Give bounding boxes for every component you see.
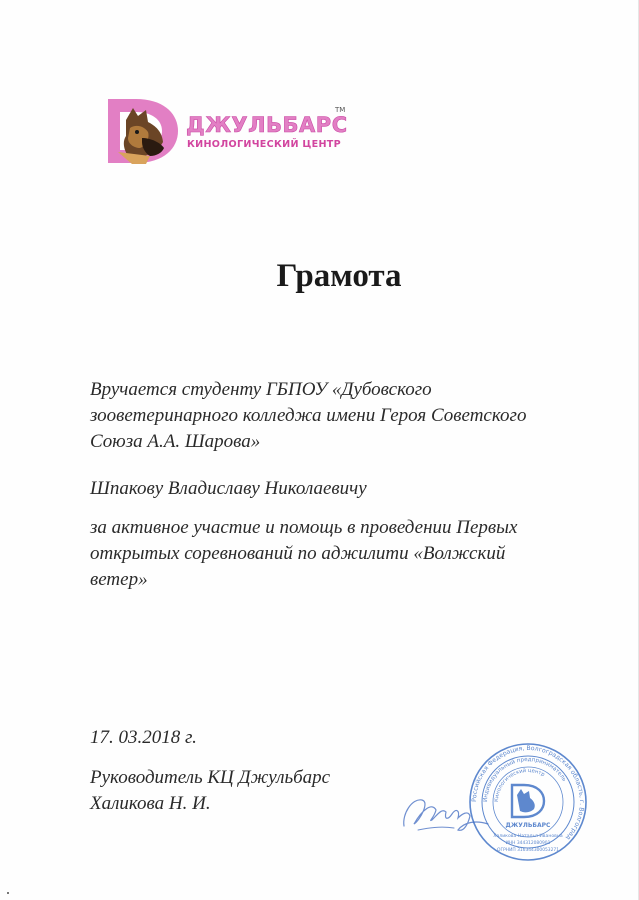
dzhulbars-logo: [106, 98, 356, 164]
award-text: [90, 377, 600, 455]
award-reason-line: за активное участие и помощь в проведении Первых: [90, 517, 518, 538]
stamp-inner-text: Индивидуальный предприниматель: [482, 756, 568, 803]
stamp-owner: Халикова Наталья Ивановна: [493, 834, 563, 839]
official-stamp: [464, 743, 592, 861]
award-reason-line: открытых соревнований по аджилити «Волжский: [90, 543, 506, 564]
award-reason: [90, 515, 600, 593]
logo-subtitle: КИНОЛОГИЧЕСКИЙ ЦЕНТР: [187, 139, 341, 150]
scan-mark: [7, 892, 9, 894]
stamp-outer-text: Российская Федерация, Волгоградская область, г. Волгоград: [470, 744, 586, 842]
logo-d-dog-icon: [106, 98, 196, 164]
stamp-center-text: Кинологический центр: [493, 767, 546, 803]
award-text-line: Союза А.А. Шарова»: [90, 431, 261, 452]
award-text-line: Вручается студенту ГБПОУ «Дубовского: [90, 379, 432, 400]
certificate-title: Грамота: [276, 258, 402, 294]
signatory-name: Халикова Н. И.: [90, 793, 211, 814]
stamp-logo-icon: [512, 785, 544, 817]
stamp-ogrnip: ОГРНИП 316344300053271: [497, 848, 559, 853]
award-date: 17. 03.2018 г.: [90, 727, 197, 748]
recipient-name: Шпакову Владиславу Николаевичу: [90, 478, 367, 499]
award-text-line: зооветеринарного колледжа имени Героя Советского: [90, 405, 527, 426]
award-reason-line: ветер»: [90, 569, 148, 590]
stamp-inn: ИНН 344312080901: [505, 841, 551, 846]
signatory-position: Руководитель КЦ Джульбарс: [90, 767, 331, 788]
stamp-brand: ДЖУЛЬБАРС: [505, 822, 551, 829]
logo-trademark: TM: [335, 106, 346, 114]
logo-brand-name: ДЖУЛЬБАРС: [186, 113, 348, 137]
